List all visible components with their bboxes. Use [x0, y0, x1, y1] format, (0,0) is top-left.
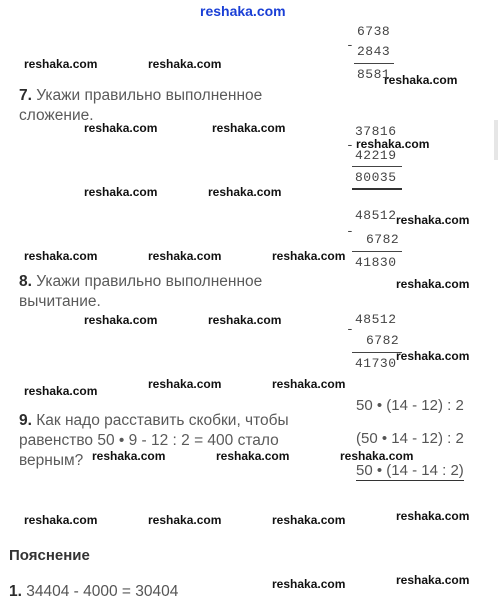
watermark: reshaka.com: [396, 213, 470, 227]
watermark: reshaka.com: [84, 121, 158, 135]
answer-option-2[interactable]: (50 • 14 - 12) : 2: [356, 430, 464, 447]
watermark: reshaka.com: [208, 313, 282, 327]
watermark: reshaka.com: [396, 509, 470, 523]
column-3-operand-a: 48512: [355, 208, 397, 223]
column-1-operand-a: 6738: [357, 24, 391, 39]
watermark: reshaka.com: [148, 249, 222, 263]
watermark: reshaka.com: [92, 449, 166, 463]
question-8-line-1: Укажи правильно выполненное: [36, 273, 263, 290]
explanation-title: Пояснение: [9, 547, 90, 564]
watermark: reshaka.com: [272, 249, 346, 263]
watermark: reshaka.com: [396, 349, 470, 363]
explanation-line-1: [9, 583, 178, 601]
column-3-sign: -: [346, 224, 354, 239]
watermark: reshaka.com: [84, 185, 158, 199]
watermark: reshaka.com: [148, 377, 222, 391]
question-8-number: 8.: [19, 273, 32, 290]
column-3-rule: [352, 251, 402, 252]
column-2-rule: [352, 166, 402, 167]
explanation-line-1-number: 1.: [9, 583, 22, 600]
watermark: reshaka.com: [24, 513, 98, 527]
answer-option-1[interactable]: 50 • (14 - 12) : 2: [356, 397, 464, 414]
watermark: reshaka.com: [340, 449, 414, 463]
question-7-line-2: сложение.: [19, 107, 94, 124]
column-2-operand-a: 37816: [355, 124, 397, 139]
question-8-text: [19, 272, 262, 312]
watermark: reshaka.com: [208, 185, 282, 199]
question-9-line-3: верным?: [19, 452, 84, 469]
watermark: reshaka.com: [148, 513, 222, 527]
column-1-operand-b: 2843: [357, 44, 391, 59]
watermark: reshaka.com: [272, 577, 346, 591]
watermark: reshaka.com: [356, 137, 430, 151]
question-8-line-2: вычитание.: [19, 293, 101, 310]
explanation-line-1-text: 34404 - 4000 = 30404: [26, 583, 179, 600]
site-header-watermark: reshaka.com: [200, 3, 286, 19]
question-9-number: 9.: [19, 412, 32, 429]
question-9-line-1: Как надо расставить скобки, чтобы: [36, 412, 289, 429]
question-7-line-1: Укажи правильно выполненное: [36, 87, 263, 104]
column-4-operand-a: 48512: [355, 312, 397, 327]
column-2-answer-underline: [352, 188, 402, 190]
column-4-operand-b: 6782: [366, 333, 400, 348]
watermark: reshaka.com: [24, 384, 98, 398]
answer-option-3-correct[interactable]: 50 • (14 - 14 : 2): [356, 462, 464, 479]
question-9-line-2: равенство 50 • 9 - 12 : 2 = 400 стало: [19, 432, 279, 449]
watermark: reshaka.com: [396, 277, 470, 291]
column-1-result: 8581: [357, 67, 391, 82]
column-1-sign: -: [346, 38, 354, 53]
column-1-rule: [354, 63, 394, 64]
watermark: reshaka.com: [148, 57, 222, 71]
column-3-operand-b: 6782: [366, 232, 400, 247]
watermark: reshaka.com: [272, 377, 346, 391]
column-3-result: 41830: [355, 255, 397, 270]
column-4-result: 41730: [355, 356, 397, 371]
watermark: reshaka.com: [384, 73, 458, 87]
column-4-sign: -: [346, 322, 354, 337]
watermark: reshaka.com: [272, 513, 346, 527]
column-2-result: 80035: [355, 170, 397, 185]
question-7-text: [19, 86, 262, 126]
page-scroll-edge: [494, 120, 498, 160]
watermark: reshaka.com: [212, 121, 286, 135]
question-7-number: 7.: [19, 87, 32, 104]
column-4-rule: [352, 352, 402, 353]
column-2-sign: -: [346, 138, 354, 153]
watermark: reshaka.com: [216, 449, 290, 463]
watermark: reshaka.com: [24, 57, 98, 71]
column-2-operand-b: 42219: [355, 148, 397, 163]
watermark: reshaka.com: [24, 249, 98, 263]
watermark: reshaka.com: [84, 313, 158, 327]
watermark: reshaka.com: [396, 573, 470, 587]
